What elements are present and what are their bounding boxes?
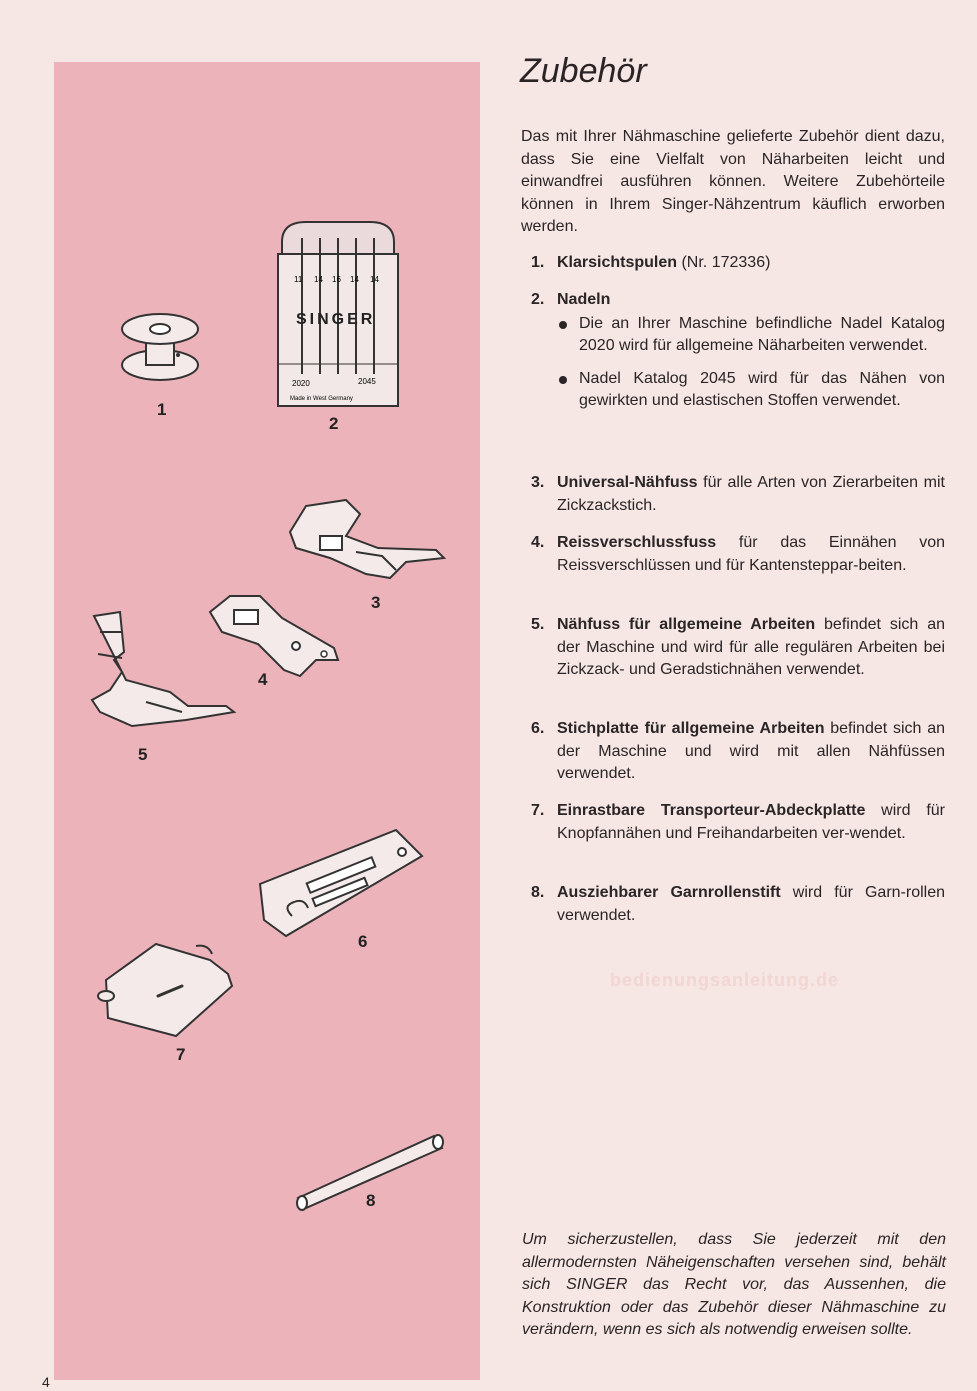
general-foot-figure bbox=[86, 608, 242, 740]
item-text: befindet sich an der Maschine und wird für alle regulären Arbeiten bei Zickzack- und Geradstichnähen verwendet. bbox=[557, 616, 945, 678]
needle-pack-brand: SINGER bbox=[296, 311, 376, 328]
item-number: 3. bbox=[531, 474, 545, 491]
cover-plate-figure bbox=[96, 940, 240, 1040]
item-heading: Universal-Nähfuss bbox=[557, 474, 698, 491]
list-item bbox=[521, 614, 945, 682]
item-number: 4. bbox=[531, 534, 545, 551]
item-text: wird für Garn-rollen verwendet. bbox=[557, 884, 946, 924]
intro-paragraph: Das mit Ihrer Nähmaschine gelieferte Zubehör dient dazu, dass Sie eine Vielfalt von Näharbeiten leicht und einwandfrei ausführen können. Weitere Zubehörteile können in Ihrem Singer-Nähzentrum käuflich erworben werden. bbox=[521, 128, 945, 235]
watermark: bedienungsanleitung.de bbox=[610, 970, 840, 990]
needle-size-3: 16 bbox=[332, 275, 341, 284]
bullet-icon bbox=[559, 321, 567, 329]
needle-size-1: 11 bbox=[294, 275, 303, 284]
item-text: wird für Knopfannähen und Freihandarbeiten ver-wendet. bbox=[557, 802, 945, 842]
list-item bbox=[521, 718, 945, 786]
needle-pack-footer: Made in West Germany bbox=[290, 396, 353, 402]
figure-label-8: 8 bbox=[366, 1191, 376, 1210]
universal-foot-figure bbox=[286, 496, 450, 592]
list-item bbox=[521, 532, 945, 577]
bullet-text: Die an Ihrer Maschine befindliche Nadel Katalog 2020 wird für allgemeine Näharbeiten verwendet. bbox=[579, 314, 945, 354]
page-title: Zubehör bbox=[520, 52, 647, 90]
list-item bbox=[521, 252, 945, 275]
figure-label-2: 2 bbox=[329, 414, 339, 433]
figure-label-6: 6 bbox=[358, 932, 368, 951]
figure-label-5: 5 bbox=[138, 745, 148, 764]
needle-size-5: 14 bbox=[370, 275, 379, 284]
item-text: für das Einnähen von Reissverschlüssen und für Kantensteppar-beiten. bbox=[557, 534, 945, 574]
list-item bbox=[521, 800, 945, 845]
needle-bullet bbox=[557, 368, 945, 413]
needle-bullet bbox=[557, 313, 945, 358]
item-heading: Klarsichtspulen bbox=[557, 254, 678, 271]
item-number: 2. bbox=[531, 291, 545, 308]
item-number: 1. bbox=[531, 254, 545, 271]
bullet-icon bbox=[559, 376, 567, 384]
bullet-text: Nadel Katalog 2045 wird für das Nähen von gewirkten und elastischen Stoffen verwendet. bbox=[579, 369, 945, 409]
item-heading: Ausziehbarer Garnrollenstift bbox=[557, 884, 781, 901]
item-number: 6. bbox=[531, 720, 545, 737]
item-number: 7. bbox=[531, 802, 545, 819]
needle-pack-figure bbox=[276, 214, 400, 410]
needle-size-4: 14 bbox=[350, 275, 359, 284]
needle-plate-figure bbox=[256, 824, 428, 946]
list-item bbox=[521, 289, 945, 413]
figure-label-3: 3 bbox=[371, 593, 381, 612]
list-item bbox=[521, 882, 945, 927]
figure-label-1: 1 bbox=[157, 400, 167, 419]
item-text: (Nr. 172336) bbox=[677, 254, 771, 271]
page-number: 4 bbox=[42, 1374, 50, 1390]
figure-label-4: 4 bbox=[258, 670, 268, 689]
item-heading: Einrastbare Transporteur-Abdeckplatte bbox=[557, 802, 866, 819]
item-heading: Reissverschlussfuss bbox=[557, 534, 717, 551]
item-heading: Nähfuss für allgemeine Arbeiten bbox=[557, 616, 816, 633]
list-item bbox=[521, 472, 945, 517]
item-text: befindet sich an der Maschine und wird mit allen Nähfüssen verwendet. bbox=[557, 720, 945, 782]
item-number: 8. bbox=[531, 884, 545, 901]
item-heading: Stichplatte für allgemeine Arbeiten bbox=[557, 720, 825, 737]
needle-size-2: 14 bbox=[314, 275, 323, 284]
bobbin-figure bbox=[118, 305, 208, 387]
item-heading: Nadeln bbox=[557, 291, 611, 308]
disclaimer-paragraph: Um sicherzustellen, dass Sie jederzeit mit den allermodernsten Näheigenschaften versehen sind, behält sich SINGER das Recht vor, das Aussenhen, die Konstruktion oder das Zubehör dieser Nähmaschine zu verändern, wenn es sich als notwendig erweisen sollte. bbox=[522, 1231, 946, 1338]
item-text: für alle Arten von Zierarbeiten mit Zickzackstich. bbox=[557, 474, 945, 514]
figure-label-7: 7 bbox=[176, 1045, 186, 1064]
needle-catalog-left: 2020 bbox=[292, 379, 310, 388]
needle-catalog-right: 2045 bbox=[358, 377, 376, 386]
item-number: 5. bbox=[531, 616, 545, 633]
